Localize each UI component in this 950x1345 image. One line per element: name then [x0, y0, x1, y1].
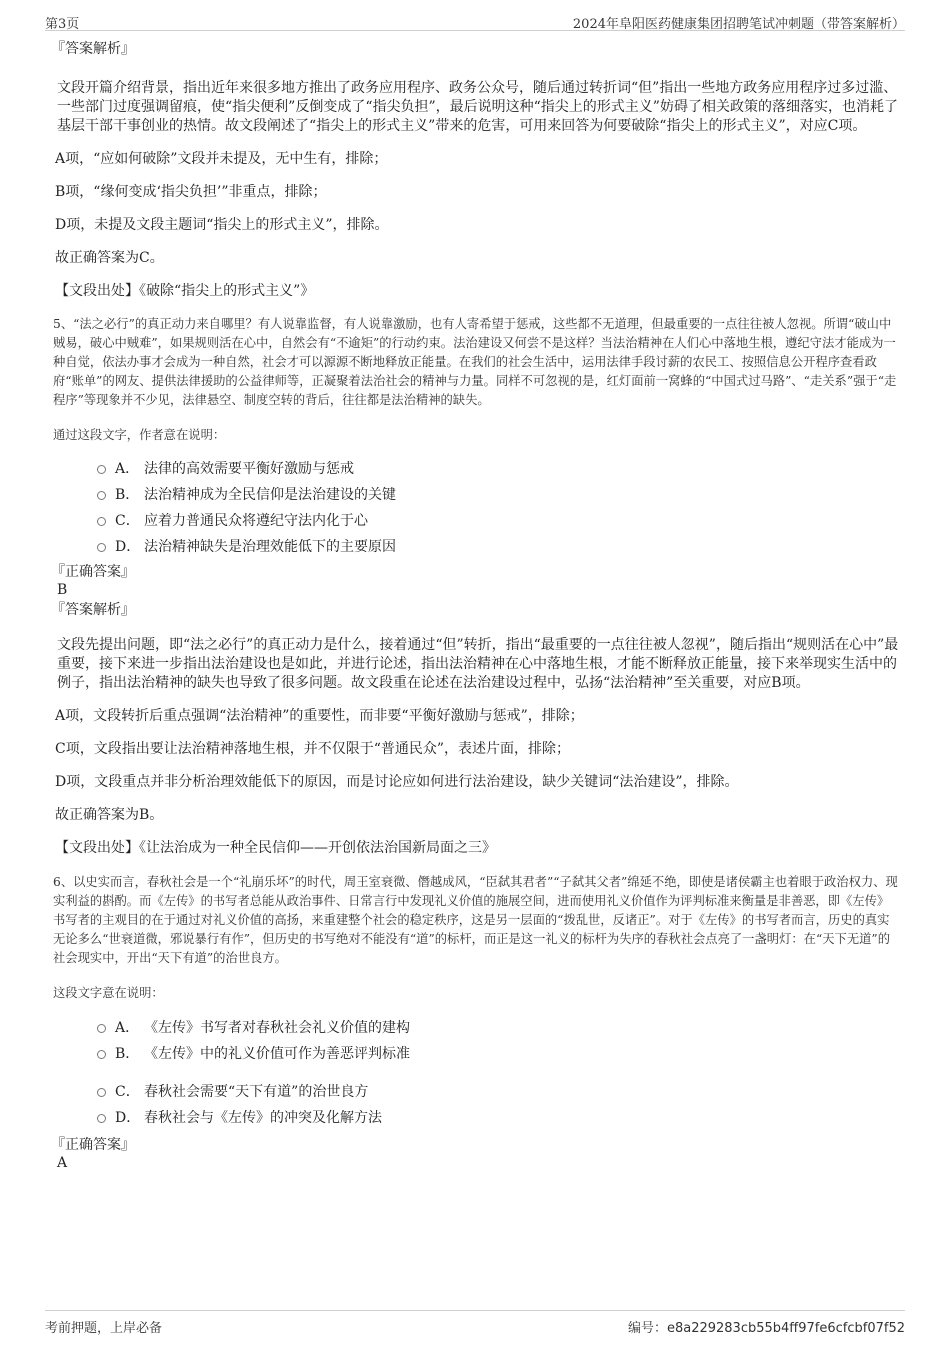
q4-conclusion: 故正确答案为C。 [55, 250, 164, 266]
option-text: 春秋社会需要“天下有道”的治世良方 [144, 1084, 369, 1100]
q6-option-b[interactable] [55, 1044, 900, 1082]
q5-options [55, 459, 900, 563]
option-text: 法律的高效需要平衡好激励与惩戒 [144, 461, 354, 477]
document-code: 编号：e8a229283cb55b4ff97fe6cfcbf07f52 [627, 1321, 905, 1336]
option-letter: D． [115, 539, 141, 555]
q5-option-analysis-c: C项，文段指出要让法治精神落地生根，并不仅限于“普通民众”，表述片面，排除； [55, 741, 571, 757]
q6-option-a[interactable] [55, 1018, 900, 1044]
q5-option-analysis-d: D项，文段重点并非分析治理效能低下的原因，而是讨论应如何进行法治建设，缺少关键词“法治建设”，排除。 [55, 774, 739, 790]
q5-prompt: 通过这段文字，作者意在说明： [53, 428, 226, 442]
answer-analysis-label: 『答案解析』 [51, 602, 135, 618]
q6-option-c[interactable] [55, 1082, 900, 1108]
correct-answer-label: 『正确答案』 [51, 1137, 135, 1153]
option-text: 《左传》书写者对春秋社会礼义价值的建构 [144, 1020, 410, 1036]
q5-option-analysis-a: A项，文段转折后重点强调“法治精神”的重要性，而非要“平衡好激励与惩戒”，排除； [55, 708, 584, 724]
q4-option-analysis-d: D项，未提及文段主题词“指尖上的形式主义”，排除。 [55, 217, 389, 233]
q5-stem: 5、“法之必行”的真正动力来自哪里？有人说靠监督，有人说靠激励，也有人寄希望于惩戒，这些都不无道理，但最重要的一点往往被人忽视。所谓“破山中贼易，破心中贼难”，如果规则活在心中，自然会有“不逾矩”的行动约束。法治建设又何尝不是这样？当法治精神在人们心中落地生根，遵纪守法才能成为一种自觉，依法办事才会成为一种自然，社会才可以源源不断地释放正能量。在我们的社会生活中，运用法律手段讨薪的农民工、按照信息公开程序查看政府“账单”的网友、提供法律援助的公益律师等，正凝聚着法治社会的精神与力量。同样不可忽视的是，红灯面前一窝蜂的“中国式过马路”、“走关系”强于“走程序”等现象并不少见，法律悬空、制度空转的背后，往往都是法治精神的缺失。 [53, 317, 897, 407]
q6-options [55, 1018, 900, 1134]
q6-stem: 6、以史实而言，春秋社会是一个“礼崩乐坏”的时代，周王室衰微、僭越成风，“臣弑其君者”“子弑其父者”绵延不绝，即使是诸侯霸主也着眼于政治权力、现实利益的斟酌。而《左传》的书写者总能从政治事件、日常言行中发现礼义价值的施展空间，进而使用礼义价值作为评判标准来衡量是非善恶，即《左传》书写者的主观目的在于通过对礼义价值的高扬，来重建整个社会的稳定秩序，这是另一层面的“拨乱世，反诸正”。对于《左传》的书写者而言，历史的真实无论多么“世衰道微，邪说暴行有作”，但历史的书写绝对不能没有“道”的标杆，而正是这一礼义的标杆为失序的春秋社会点亮了一盏明灯：在“天下无道”的社会现实中，开出“天下有道”的治世良方。 [53, 875, 898, 965]
q5-answer: B [57, 582, 68, 598]
q6-prompt: 这段文字意在说明： [53, 986, 164, 1000]
q5-source: 【文段出处】《让法治成为一种全民信仰——开创依法治国新局面之三》 [55, 840, 496, 856]
q4-option-analysis-b: B项，“缘何变成‘指尖负担’”非重点，排除； [55, 184, 327, 200]
document-title: 2024年阜阳医药健康集团招聘笔试冲刺题（带答案解析） [572, 17, 905, 32]
q5-option-a[interactable] [55, 459, 900, 485]
radio-icon[interactable] [97, 543, 106, 552]
q4-source: 【文段出处】《破除“指尖上的形式主义”》 [55, 283, 315, 299]
option-text: 法治精神缺失是治理效能低下的主要原因 [144, 539, 396, 555]
radio-icon[interactable] [97, 1114, 106, 1123]
option-letter: A． [115, 461, 140, 477]
option-text: 应着力普通民众将遵纪守法内化于心 [144, 513, 368, 529]
q5-option-c[interactable] [55, 511, 900, 537]
option-text: 法治精神成为全民信仰是法治建设的关键 [144, 487, 396, 503]
q5-option-b[interactable] [55, 485, 900, 511]
radio-icon[interactable] [97, 1050, 106, 1059]
q4-option-analysis-a: A项，“应如何破除”文段并未提及，无中生有，排除； [55, 151, 388, 167]
option-letter: C． [115, 1084, 140, 1100]
radio-icon[interactable] [97, 491, 106, 500]
q4-analysis: 文段开篇介绍背景，指出近年来很多地方推出了政务应用程序、政务公众号，随后通过转折词“但”指出一些地方政务应用程序过多过滥、一些部门过度强调留痕，使“指尖便利”反倒变成了“指尖负担”，最后说明这种“指尖上的形式主义”妨碍了相关政策的落细落实，也消耗了基层干部干事创业的热情。故文段阐述了“指尖上的形式主义”带来的危害，可用来回答为何要破除“指尖上的形式主义”，对应C项。 [57, 80, 898, 134]
radio-icon[interactable] [97, 465, 106, 474]
option-letter: D． [115, 1110, 141, 1126]
page-number: 第3页 [45, 17, 80, 32]
option-text: 春秋社会与《左传》的冲突及化解方法 [144, 1110, 382, 1126]
page-footer [45, 1310, 905, 1341]
radio-icon[interactable] [97, 517, 106, 526]
option-letter: B． [115, 487, 140, 503]
option-letter: A． [115, 1020, 140, 1036]
page-header [45, 0, 905, 31]
page-content [51, 40, 900, 1172]
q5-option-d[interactable] [55, 537, 900, 563]
q6-answer: A [57, 1155, 68, 1171]
correct-answer-label: 『正确答案』 [51, 564, 135, 580]
q6-option-d[interactable] [55, 1108, 900, 1134]
option-text: 《左传》中的礼义价值可作为善恶评判标准 [144, 1046, 410, 1062]
option-letter: C． [115, 513, 140, 529]
radio-icon[interactable] [97, 1088, 106, 1097]
footer-slogan: 考前押题，上岸必备 [45, 1321, 163, 1336]
q5-analysis: 文段先提出问题，即“法之必行”的真正动力是什么，接着通过“但”转折，指出“最重要的一点往往被人忽视”，随后指出“规则活在心中”最重要，接下来进一步指出法治建设也是如此，并进行论述，指出法治精神在心中落地生根，才能不断释放正能量，接下来举现实生活中的例子，指出法治精神的缺失也导致了很多问题。故文段重在论述在法治建设过程中，弘扬“法治精神”至关重要，对应B项。 [57, 637, 899, 691]
radio-icon[interactable] [97, 1024, 106, 1033]
answer-analysis-label: 『答案解析』 [51, 41, 135, 57]
option-letter: B． [115, 1046, 140, 1062]
q5-conclusion: 故正确答案为B。 [55, 807, 164, 823]
